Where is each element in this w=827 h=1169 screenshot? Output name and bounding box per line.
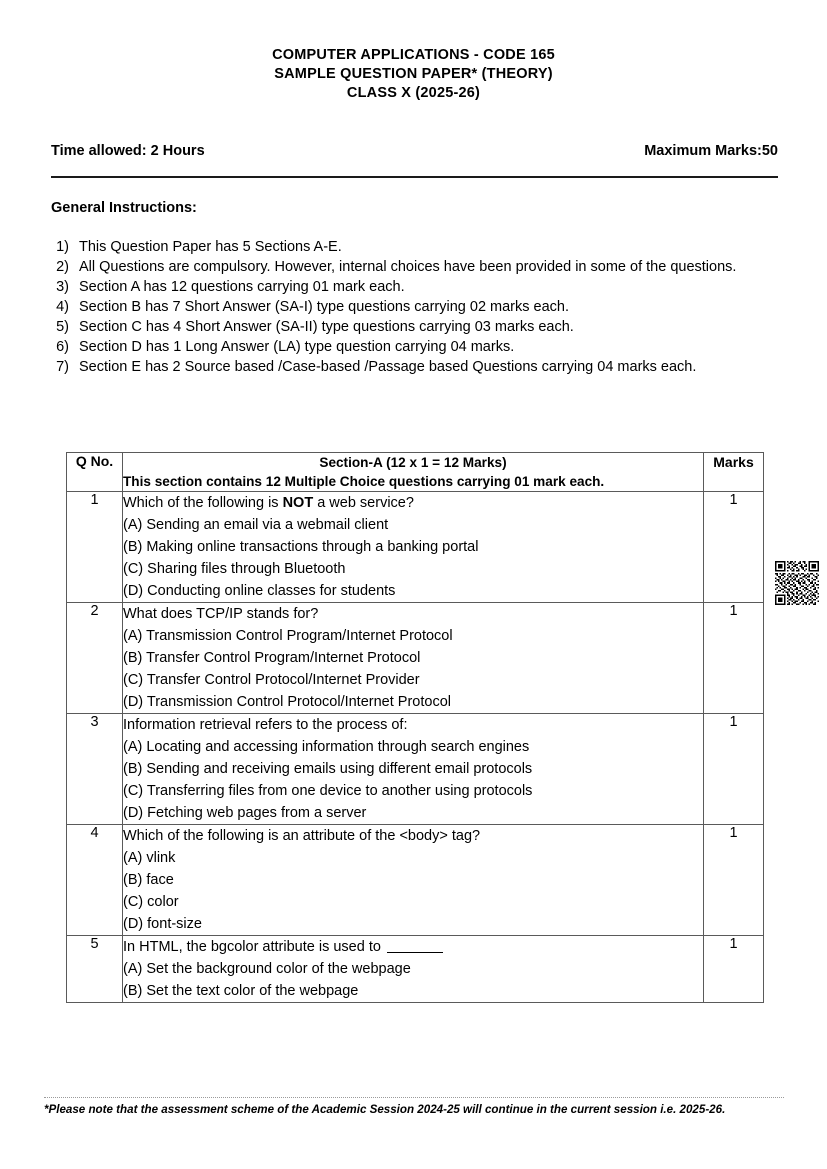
question-option: (B) Transfer Control Program/Internet Protocol xyxy=(123,650,421,666)
instruction-number: 4) xyxy=(56,299,69,315)
table-row xyxy=(67,825,764,936)
instruction-number: 3) xyxy=(56,279,69,295)
section-title: Section-A (12 x 1 = 12 Marks) xyxy=(319,455,507,470)
question-option: (A) vlink xyxy=(123,850,176,866)
qr-code-icon xyxy=(775,561,819,605)
instruction-number: 5) xyxy=(56,319,69,335)
exam-meta-row xyxy=(51,143,778,159)
general-instructions-heading: General Instructions: xyxy=(51,200,197,216)
instruction-number: 6) xyxy=(56,339,69,355)
table-row xyxy=(67,714,764,825)
question-option: (D) Transmission Control Protocol/Internet Protocol xyxy=(123,694,451,710)
question-number: 3 xyxy=(67,714,123,825)
instruction-text: Section E has 2 Source based /Case-based /Passage based Questions carrying 04 marks each. xyxy=(79,359,697,375)
question-marks: 1 xyxy=(704,714,764,825)
title-line-1: COMPUTER APPLICATIONS - CODE 165 xyxy=(272,47,555,63)
header-divider xyxy=(51,176,778,178)
question-stem-text: Which of the following is an attribute of the <body> tag? xyxy=(123,828,481,844)
question-option: (C) Sharing files through Bluetooth xyxy=(123,561,346,577)
question-option: (A) Set the background color of the webpage xyxy=(123,961,411,977)
question-number: 5 xyxy=(67,936,123,1003)
question-option: (A) Locating and accessing information through search engines xyxy=(123,739,530,755)
fill-in-blank xyxy=(387,952,443,953)
question-stem-text: What does TCP/IP stands for? xyxy=(123,606,319,622)
instruction-text: This Question Paper has 5 Sections A-E. xyxy=(79,239,342,255)
question-option: (D) Conducting online classes for students xyxy=(123,583,396,599)
instruction-text: Section D has 1 Long Answer (LA) type question carrying 04 marks. xyxy=(79,339,515,355)
instruction-item xyxy=(51,318,778,338)
question-marks: 1 xyxy=(704,603,764,714)
question-option: (C) Transfer Control Protocol/Internet Provider xyxy=(123,672,420,688)
maximum-marks: Maximum Marks:50 xyxy=(644,143,778,159)
instruction-text: All Questions are compulsory. However, internal choices have been provided in some of the questions. xyxy=(79,259,737,275)
title-line-2: SAMPLE QUESTION PAPER* (THEORY) xyxy=(274,66,553,82)
question-option: (C) Transferring files from one device to another using protocols xyxy=(123,783,533,799)
question-number: 1 xyxy=(67,492,123,603)
instruction-item xyxy=(51,278,778,298)
table-row xyxy=(67,936,764,1003)
header-marks: Marks xyxy=(704,453,764,492)
instruction-item xyxy=(51,258,778,278)
instruction-number: 2) xyxy=(56,259,69,275)
section-subtitle: This section contains 12 Multiple Choice questions carrying 01 mark each. xyxy=(123,474,605,489)
question-stem-text: In HTML, the bgcolor attribute is used to xyxy=(123,939,385,955)
question-table xyxy=(66,452,764,1003)
question-number: 2 xyxy=(67,603,123,714)
question-body xyxy=(123,492,704,603)
question-option: (B) Sending and receiving emails using different email protocols xyxy=(123,761,533,777)
instruction-text: Section C has 4 Short Answer (SA-II) type questions carrying 03 marks each. xyxy=(79,319,574,335)
question-option: (D) Fetching web pages from a server xyxy=(123,805,367,821)
title-line-3: CLASS X (2025-26) xyxy=(346,85,481,101)
question-stem-tail: a web service? xyxy=(313,495,414,511)
time-allowed: Time allowed: 2 Hours xyxy=(51,143,205,159)
question-stem xyxy=(123,492,703,514)
footer-divider xyxy=(44,1097,784,1098)
question-marks: 1 xyxy=(704,825,764,936)
header-section xyxy=(123,453,704,492)
question-option: (B) Set the text color of the webpage xyxy=(123,983,359,999)
instruction-text: Section B has 7 Short Answer (SA-I) type questions carrying 02 marks each. xyxy=(79,299,570,315)
table-header-row xyxy=(67,453,764,492)
instruction-number: 1) xyxy=(56,239,69,255)
question-option: (A) Sending an email via a webmail client xyxy=(123,517,389,533)
footer-note: *Please note that the assessment scheme of the Academic Session 2024-25 will continue in the current session i.e. 2025-26. xyxy=(44,1103,726,1116)
question-marks: 1 xyxy=(704,936,764,1003)
question-option: (C) color xyxy=(123,894,179,910)
question-body xyxy=(123,603,704,714)
instruction-item xyxy=(51,238,778,258)
question-body xyxy=(123,825,704,936)
question-option: (B) Making online transactions through a banking portal xyxy=(123,539,479,555)
header-qno: Q No. xyxy=(67,453,123,492)
general-instructions-list xyxy=(51,238,778,378)
question-marks: 1 xyxy=(704,492,764,603)
question-stem xyxy=(123,936,703,958)
question-stem xyxy=(123,603,703,625)
question-option: (D) font-size xyxy=(123,916,202,932)
question-stem-text: Which of the following is xyxy=(123,495,283,511)
question-option: (A) Transmission Control Program/Internet Protocol xyxy=(123,628,453,644)
instruction-number: 7) xyxy=(56,359,69,375)
question-number: 4 xyxy=(67,825,123,936)
question-stem-text: Information retrieval refers to the process of: xyxy=(123,717,408,733)
instruction-item xyxy=(51,338,778,358)
question-body xyxy=(123,936,704,1003)
question-option: (B) face xyxy=(123,872,174,888)
question-body xyxy=(123,714,704,825)
instruction-item xyxy=(51,358,778,378)
question-stem xyxy=(123,714,703,736)
question-stem xyxy=(123,825,703,847)
page-title xyxy=(0,46,827,103)
instruction-item xyxy=(51,298,778,318)
question-stem-emphasis: NOT xyxy=(282,495,314,511)
instruction-text: Section A has 12 questions carrying 01 mark each. xyxy=(79,279,405,295)
table-row xyxy=(67,603,764,714)
table-row xyxy=(67,492,764,603)
